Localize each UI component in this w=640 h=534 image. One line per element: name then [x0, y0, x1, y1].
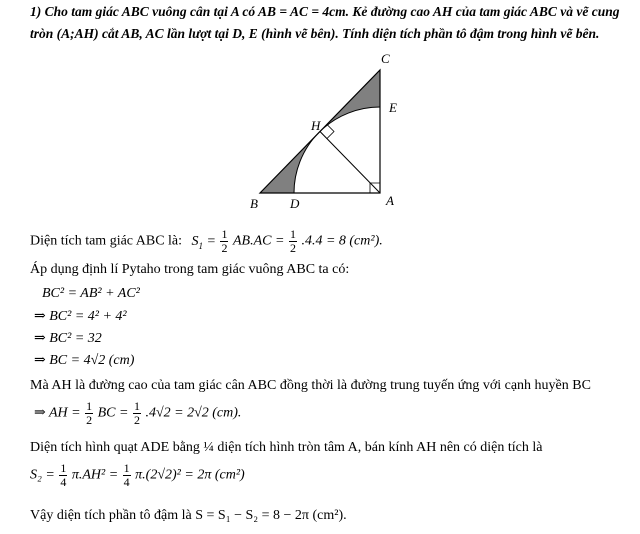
s1-rhs: .4.4 = 8	[301, 233, 346, 249]
ah-mid: BC =	[97, 405, 129, 421]
ah-rhs: .4√2 = 2√2 (cm).	[145, 405, 242, 421]
ah-frac: $\frac{1}{2}$	[86, 399, 93, 427]
s1-frac2: $\frac{1}{2}$	[289, 227, 296, 255]
s1-mid: AB.AC =	[232, 233, 285, 249]
s1-lhs: $S_1$ =	[191, 233, 216, 251]
ah-lhs: ⇒ AH =	[34, 405, 81, 421]
s2-rhs: π.(2√2)² = 2π (cm²)	[135, 467, 245, 483]
label-h: H	[311, 118, 321, 133]
ah-frac2: $\frac{1}{2}$	[133, 399, 140, 427]
s2-frac: $\frac{1}{4}$	[60, 461, 67, 489]
eq-4: ⇒ BC = 4√2 (cm)	[34, 353, 135, 368]
altitude-ah	[320, 132, 380, 194]
median-text: Mà AH là đường cao của tam giác cân ABC đồng thời là đường trung tuyến ứng với cạnh huyền BC	[30, 378, 591, 393]
sector-text: Diện tích hình quạt ADE bằng ¼ diện tích hình tròn tâm A, bán kính AH nên có diện tích là	[30, 440, 543, 455]
label-b: B	[250, 196, 258, 211]
label-a: A	[386, 193, 394, 208]
s2-line	[30, 462, 245, 489]
problem-line-2: tròn (A;AH) cắt AB, AC lần lượt tại D, E (hình vẽ bên). Tính diện tích phần tô đậm trong hình vẽ bên.	[30, 26, 600, 41]
area-intro: Diện tích tam giác ABC là:	[30, 233, 183, 249]
s2-mid: π.AH² =	[71, 467, 119, 483]
eq-1: BC² = AB² + AC²	[42, 286, 140, 301]
eq-3: ⇒ BC² = 32	[34, 331, 102, 346]
s2-frac2: $\frac{1}{4}$	[123, 461, 130, 489]
right-angle-h	[327, 125, 334, 139]
label-e: E	[389, 100, 397, 115]
label-c: C	[381, 51, 390, 66]
problem-line-1: 1) Cho tam giác ABC vuông cân tại A có AB = AC = 4cm. Kẻ đường cao AH của tam giác ABC và vẽ cung	[30, 4, 620, 19]
conclusion: Vậy diện tích phần tô đậm là S = S₁ − S₂ = 8 − 2π (cm²).	[30, 508, 347, 523]
eq-2: ⇒ BC² = 4² + 4²	[34, 309, 127, 324]
ah-line	[34, 400, 241, 427]
s1-unit: (cm²).	[349, 233, 383, 249]
pytago-intro: Áp dụng định lí Pytaho trong tam giác vuông ABC ta có:	[30, 262, 350, 277]
s1-frac: $\frac{1}{2}$	[221, 227, 228, 255]
label-d: D	[290, 196, 300, 211]
area-line	[30, 228, 383, 255]
s2-lhs: S₂ =	[30, 467, 55, 483]
